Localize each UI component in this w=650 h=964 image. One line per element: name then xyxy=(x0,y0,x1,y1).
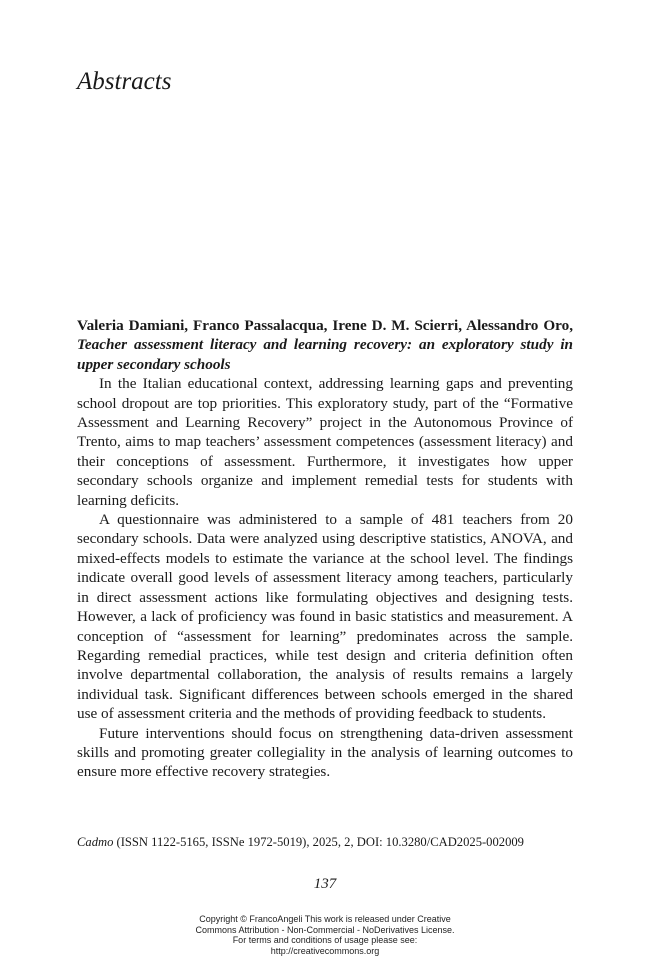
abstract-paragraph-3: Future interventions should focus on strengthening data-driven assessment skills and promoting greater collegiality in the analysis of learning outcomes to ensure more effective recovery strategies. xyxy=(77,724,573,781)
abstract-paragraph-1: In the Italian educational context, addressing learning gaps and preventing school dropout are top priorities. This exploratory study, part of the “Formative Assessment and Learning Recovery” project in the Autonomous Province of Trento, aims to map teachers’ assessment competences (assessment literacy) and their conceptions of assessment. Furthermore, it investigates how upper secondary schools organize and implement remedial tests for students with learning deficits. xyxy=(77,375,573,509)
abstract-entry xyxy=(77,316,573,782)
abstract-authors: Valeria Damiani, Franco Passalacqua, Irene D. M. Scierri, Alessandro Oro, xyxy=(77,317,573,334)
abstract-title: Teacher assessment literacy and learning recovery: an exploratory study in upper secondary schools xyxy=(77,336,573,373)
copyright-notice xyxy=(0,914,650,956)
copyright-line-3: For terms and conditions of usage please see: xyxy=(232,935,418,946)
copyright-line-1: Copyright © FrancoAngeli This work is released under Creative xyxy=(199,914,451,924)
journal-name: Cadmo xyxy=(77,835,114,849)
copyright-line-2: Commons Attribution - Non-Commercial - NoDerivatives License. xyxy=(195,924,455,935)
section-title: Abstracts xyxy=(77,68,172,95)
citation-line xyxy=(77,834,524,850)
page-number: 137 xyxy=(313,876,337,892)
copyright-link[interactable]: http://creativecommons.org xyxy=(270,945,380,956)
abstract-paragraph-2: A questionnaire was administered to a sample of 481 teachers from 20 secondary schools. Data were analyzed using descriptive statistics, ANOVA, and mixed-effects models to estimate the variance at the school level. The findings indicate overall good levels of assessment literacy among teachers, particularly in direct assessment actions like formulating objectives and designing tests. However, a lack of proficiency was found in basic statistics and measurement. A conception of “assessment for learning” predominates across the sample. Regarding remedial practices, while test design and criteria definition often involve departmental collaboration, the analysis of results remains a largely individual task. Significant differences between schools emerged in the shared use of assessment criteria and the methods of providing feedback to students. xyxy=(77,511,573,723)
citation-details: (ISSN 1122-5165, ISSNe 1972-5019), 2025, 2, DOI: 10.3280/CAD2025-002009 xyxy=(113,835,524,849)
abstract-heading xyxy=(77,316,573,374)
